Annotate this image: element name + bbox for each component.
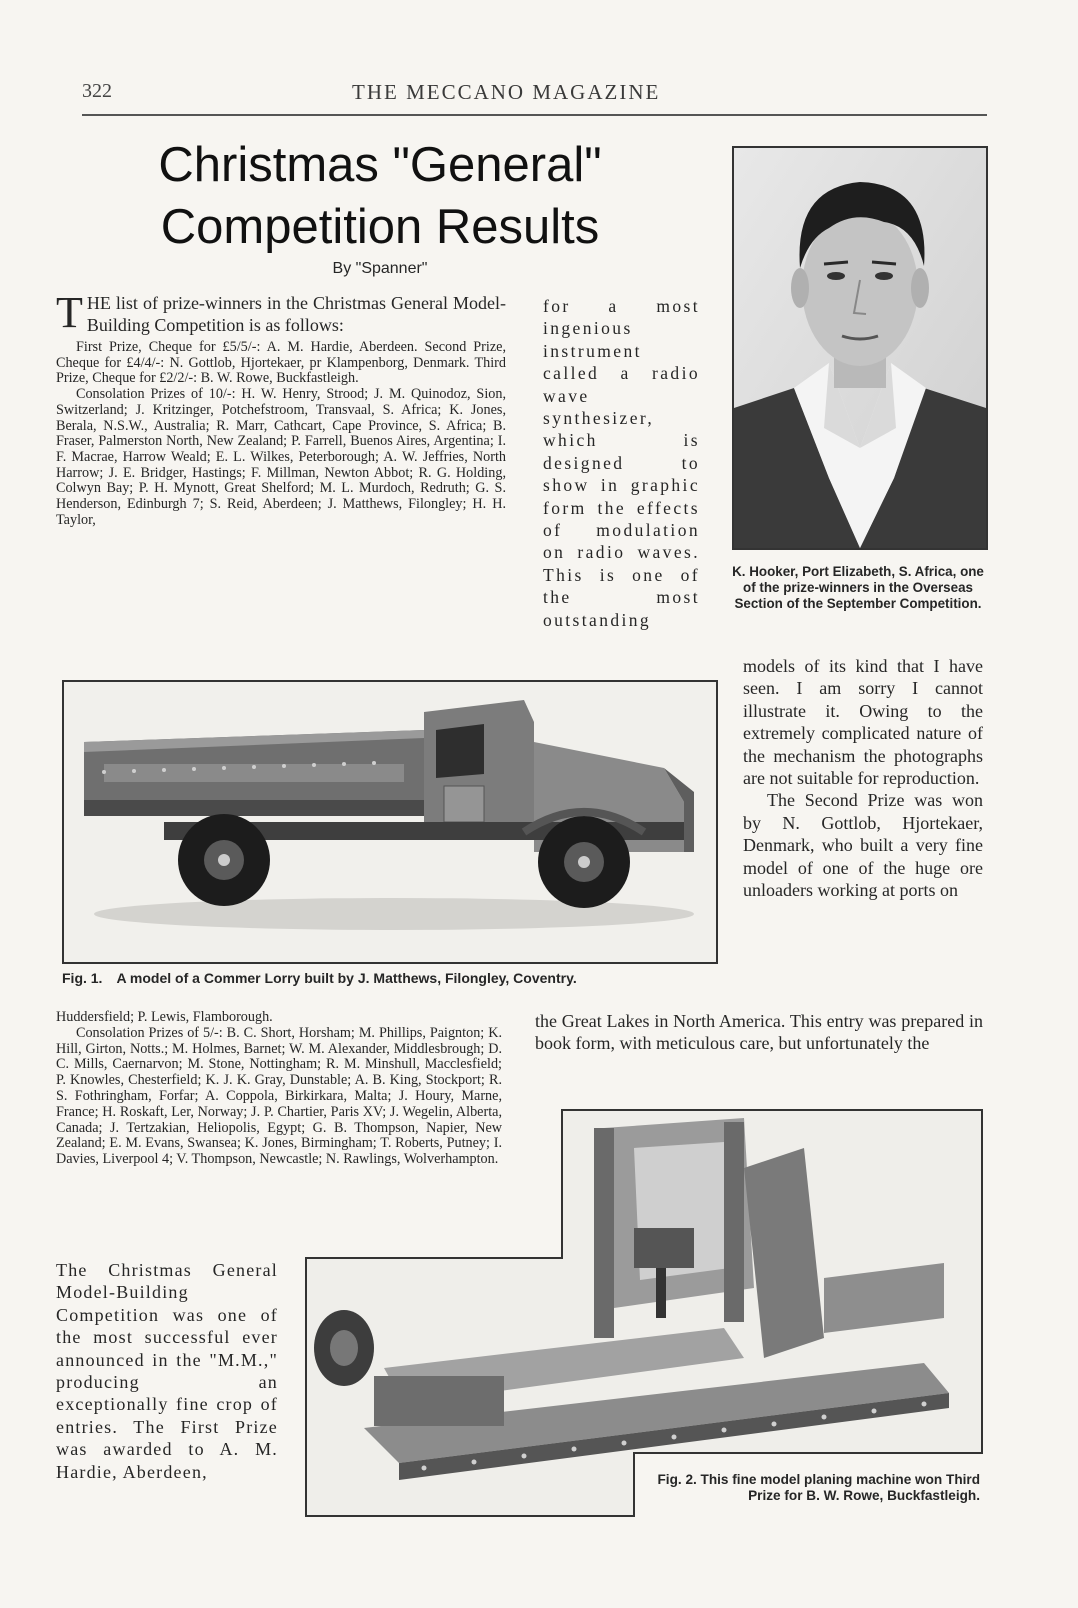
consolation-prizes-10: Consolation Prizes of 10/-: H. W. Henry, Strood; J. M. Quinodoz, Sion, Switzerland; J. Kritzinger, Potchefstroom, Transvaal, S. Africa; K. Jones, Berala, N.S.W., Australia; R. Marr, Cathcart, Cape Province, S. Africa; B. Fraser, Palmerston North, New Zealand; P. Farrell, Buenos Aires, Argentina; I. F. Macrae, Harrow Weald; E. L. Wilkes, Peterborough; A. W. Jeffries, North Harrow; J. E. Bridger, Hastings; F. Millman, Newton Abbot; R. G. Holding, Colwyn Bay; P. H. Mynott, Great Shelford; M. L. Murdoch, Redruth; G. S. Henderson, Edinburgh 7; S. Reid, Aberdeen; J. Matthews, Filongley; H. H. Taylor, [56,386,506,528]
fig1-lorry-photo [62,680,718,964]
drop-cap: T [56,288,83,337]
magazine-title: THE MECCANO MAGAZINE [352,80,661,104]
title-line-2: Competition Results [160,200,600,254]
prize-list [56,340,506,528]
fig1-caption-text: A model of a Commer Lorry built by J. Matthews, Filongley, Coventry. [116,970,577,986]
fig2-planing-machine-photo [304,1108,984,1518]
main-prizes: First Prize, Cheque for £5/5/-: A. M. Hardie, Aberdeen. Second Prize, Cheque for £4/4/-: N. Gottlob, Hjortekaer, pr Klampenborg, Denmark. Third Prize, Cheque for £2/2/-: B. W. Rowe, Buckfastleigh. [56,339,506,387]
portrait-photo [732,146,988,550]
fig1-label: Fig. 1. [62,970,103,986]
header-rule [82,114,987,116]
intro-text: HE list of prize-winners in the Christmas General Model-Building Competition is as follows: [86,293,506,335]
col3-paragraph-2: The Second Prize was won by N. Gottlob, Hjortekaer, Denmark, who built a very fine model of one of the huge ore unloaders working at ports on [743,790,983,901]
intro-paragraph [56,288,506,337]
prize-list-column [56,288,506,528]
consolation-prizes-5: Consolation Prizes of 5/-: B. C. Short, Horsham; M. Phillips, Paignton; K. Hill, Girton, Notts.; M. Holmes, Barnet; W. M. Alexander, Middlesbrough; D. C. Mills, Caernarvon; M. Stone, Nottingham; R. M. Minshull, Macclesfield; P. Knowles, Chesterfield; K. J. K. Gray, Dunstable; A. B. King, Stockport; R. S. Fothringham, Forfar; A. Coppola, Birkirkara, Malta; J. Houry, Marne, France; H. Roskaft, Ler, Norway; J. P. Chartier, Paris XV; J. Wegelin, Alberta, Canada; J. Tertzakian, Heliopolis, Egypt; G. B. Thompson, Napier, New Zealand; E. M. Evans, Swansea; K. Jones, Birmingham; T. Roberts, Putney; I. Davies, Liverpool 4; V. Thompson, Newcastle; N. Rawlings, Wolverhampton. [56,1024,502,1168]
prize-list-continuation: Huddersfield; P. Lewis, Flamborough. [56,1009,273,1025]
planing-machine-image [304,1108,984,1518]
article-text-column-3 [743,655,983,901]
lorry-image [64,682,716,962]
article-title [100,134,660,258]
fig2-caption: Fig. 2. This fine model planing machine won Third Prize for B. W. Rowe, Buckfastleigh. [657,1472,980,1503]
running-head [82,78,987,108]
portrait-image [734,148,986,548]
article-text-column-2: for a most ingenious instrument called a radio wave synthesizer, which is designed to show in graphic form the effects of modulation on radio waves. This is one of the most outstanding [543,296,700,630]
portrait-caption: K. Hooker, Port Elizabeth, S. Africa, one of the prize-winners in the Overseas Section of the September Competition. [732,564,984,611]
col3-paragraph-1: models of its kind that I have seen. I am sorry I cannot illustrate it. Owing to the extremely complicated nature of the mechanism the photographs are not suitable for reproduction. [743,656,983,789]
article-text-column-5: The Christmas General Model-Building Competition was one of the most successful ever announced in the "M.M.," producing an exceptionally fine crop of entries. The First Prize was awarded to A. M. Hardie, Aberdeen, [56,1260,278,1482]
fig1-caption [62,970,722,986]
article-text-span: the Great Lakes in North America. This entry was prepared in book form, with meticulous care, but unfortunately the [535,1011,983,1054]
byline: By "Spanner" [332,260,428,277]
title-line-1: Christmas "General" [158,138,602,192]
page-number: 322 [82,80,112,102]
